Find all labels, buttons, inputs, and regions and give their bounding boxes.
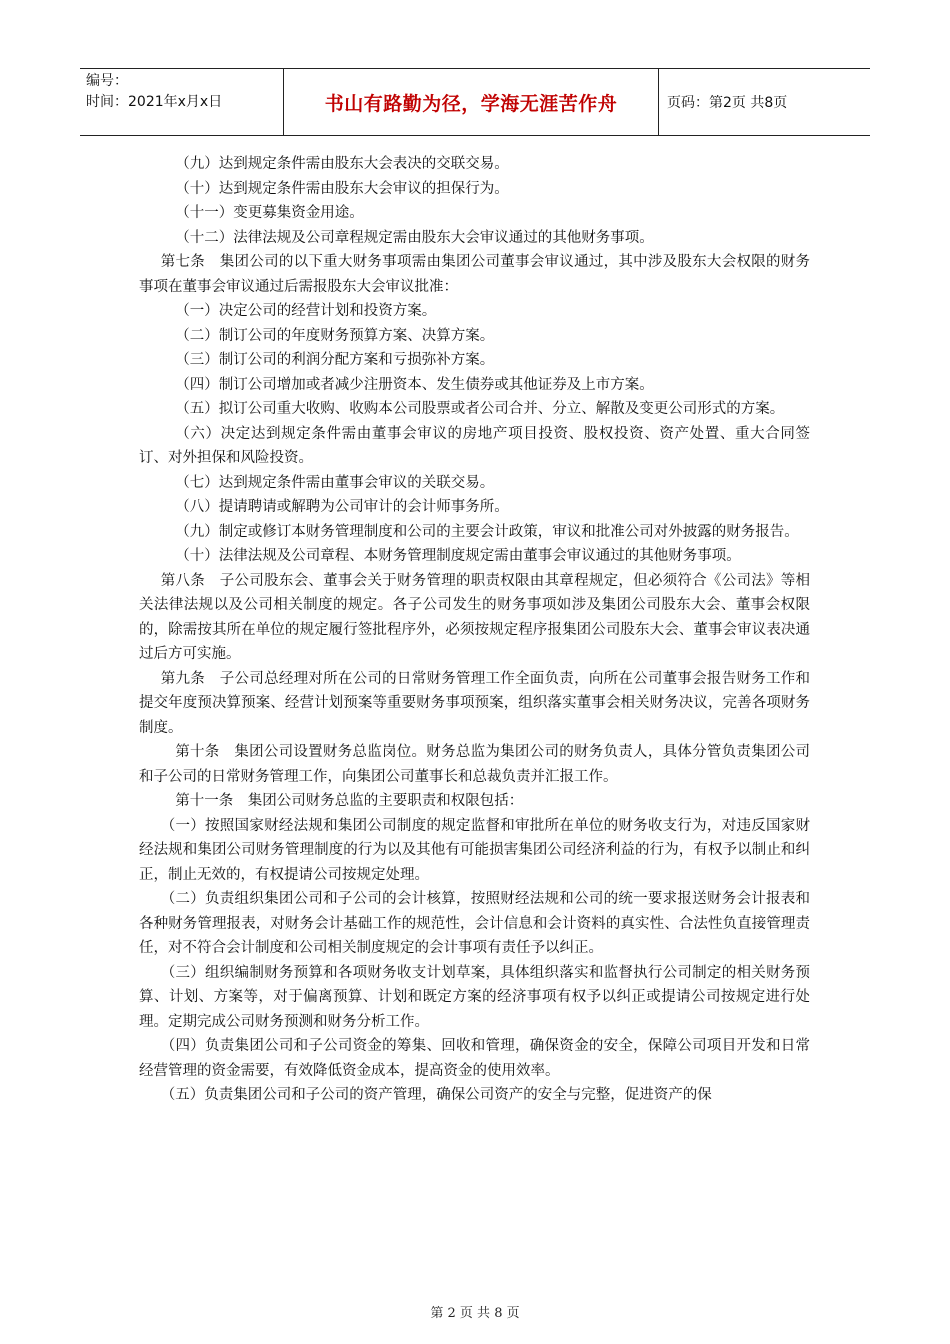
paragraph: （八）提请聘请或解聘为公司审计的会计师事务所。 bbox=[175, 499, 509, 515]
paragraph: （十二）法律法规及公司章程规定需由股东大会审议通过的其他财务事项。 bbox=[175, 229, 654, 246]
paragraph: （九）制定或修订本财务管理制度和公司的主要会计政策，审议和批准公司对外披露的财务报告。 bbox=[175, 523, 799, 540]
paragraph: （四）负责集团公司和子公司资金的筹集、回收和管理，确保资金的安全，保障公司项目开发和日常经营管理的资金需要，有效降低资金成本，提高资金的使用效率。 bbox=[139, 1038, 810, 1079]
header-meta bbox=[80, 69, 284, 135]
paragraph: （七）达到规定条件需由董事会审议的关联交易。 bbox=[175, 474, 495, 491]
paragraph: （九）达到规定条件需由股东大会表决的交联交易。 bbox=[175, 156, 509, 172]
paragraph: （三）制订公司的利润分配方案和亏损弥补方案。 bbox=[175, 352, 495, 368]
article-10: 第十条 集团公司设置财务总监岗位。财务总监为集团公司的财务负责人，具体分管负责集团公司和子公司的日常财务管理工作，向集团公司董事长和总裁负责并汇报工作。 bbox=[139, 744, 810, 785]
paragraph: （十一）变更募集资金用途。 bbox=[175, 205, 364, 221]
document-body bbox=[139, 152, 810, 1108]
paragraph: （十）法律法规及公司章程、本财务管理制度规定需由董事会审议通过的其他财务事项。 bbox=[175, 548, 741, 564]
header-motto: 书山有路勤为径，学海无涯苦作舟 bbox=[284, 69, 659, 135]
paragraph: （一）按照国家财经法规和集团公司制度的规定监督和审批所在单位的财务收支行为，对违反国家财经法规和集团公司财务管理制度的行为以及其他有可能损害集团公司经济利益的行为，有权予以制止和纠正，制止无效的，有权提请公司按规定处理。 bbox=[139, 817, 810, 883]
header-page-info: 页码：第2页 共8页 bbox=[667, 95, 788, 111]
doc-time-label: 时间：2021年x月x日 bbox=[86, 94, 223, 110]
article-9: 第九条 子公司总经理对所在公司的日常财务管理工作全面负责，向所在公司董事会报告财务工作和提交年度预决算预案、经营计划预案等重要财务事项预案，组织落实董事会相关财务决议，完善各项财务制度。 bbox=[139, 670, 810, 736]
paragraph: （一）决定公司的经营计划和投资方案。 bbox=[175, 303, 437, 319]
article-7: 第七条 集团公司的以下重大财务事项需由集团公司董事会审议通过，其中涉及股东大会权限的财务事项在董事会审议通过后需报股东大会审议批准： bbox=[139, 254, 810, 295]
paragraph: （二）负责组织集团公司和子公司的会计核算，按照财经法规和公司的统一要求报送财务会计报表和各种财务管理报表，对财务会计基础工作的规范性，会计信息和会计资料的真实性、合法性负直接管理责任，对不符合会计制度和公司相关制度规定的会计事项有责任予以纠正。 bbox=[139, 891, 810, 956]
paragraph: （三）组织编制财务预算和各项财务收支计划草案，具体组织落实和监督执行公司制定的相关财务预算、计划、方案等，对于偏离预算、计划和既定方案的经济事项有权予以纠正或提请公司按规定进行处理。定期完成公司财务预测和财务分析工作。 bbox=[139, 964, 810, 1030]
paragraph: （二）制订公司的年度财务预算方案、决算方案。 bbox=[175, 327, 495, 344]
paragraph: （十）达到规定条件需由股东大会审议的担保行为。 bbox=[175, 180, 509, 197]
article-8: 第八条 子公司股东会、董事会关于财务管理的职责权限由其章程规定，但必须符合《公司法》等相关法律法规以及公司相关制度的规定。各子公司发生的财务事项如涉及集团公司股东大会、董事会权限的，除需按其所在单位的规定履行签批程序外，必须按规定程序报集团公司股东大会、董事会审议表决通过后方可实施。 bbox=[139, 572, 810, 662]
page-header bbox=[80, 68, 870, 136]
doc-number-label: 编号： bbox=[86, 73, 128, 89]
article-11: 第十一条 集团公司财务总监的主要职责和权限包括： bbox=[175, 793, 524, 809]
paragraph: （四）制订公司增加或者减少注册资本、发生债券或其他证券及上市方案。 bbox=[175, 376, 654, 393]
page-footer: 第 2 页 共 8 页 bbox=[430, 1306, 520, 1321]
paragraph: （五）负责集团公司和子公司的资产管理，确保公司资产的安全与完整，促进资产的保 bbox=[160, 1087, 712, 1103]
paragraph: （六）决定达到规定条件需由董事会审议的房地产项目投资、股权投资、资产处置、重大合同签订、对外担保和风险投资。 bbox=[139, 425, 810, 466]
paragraph: （五）拟订公司重大收购、收购本公司股票或者公司合并、分立、解散及变更公司形式的方案。 bbox=[175, 401, 785, 417]
